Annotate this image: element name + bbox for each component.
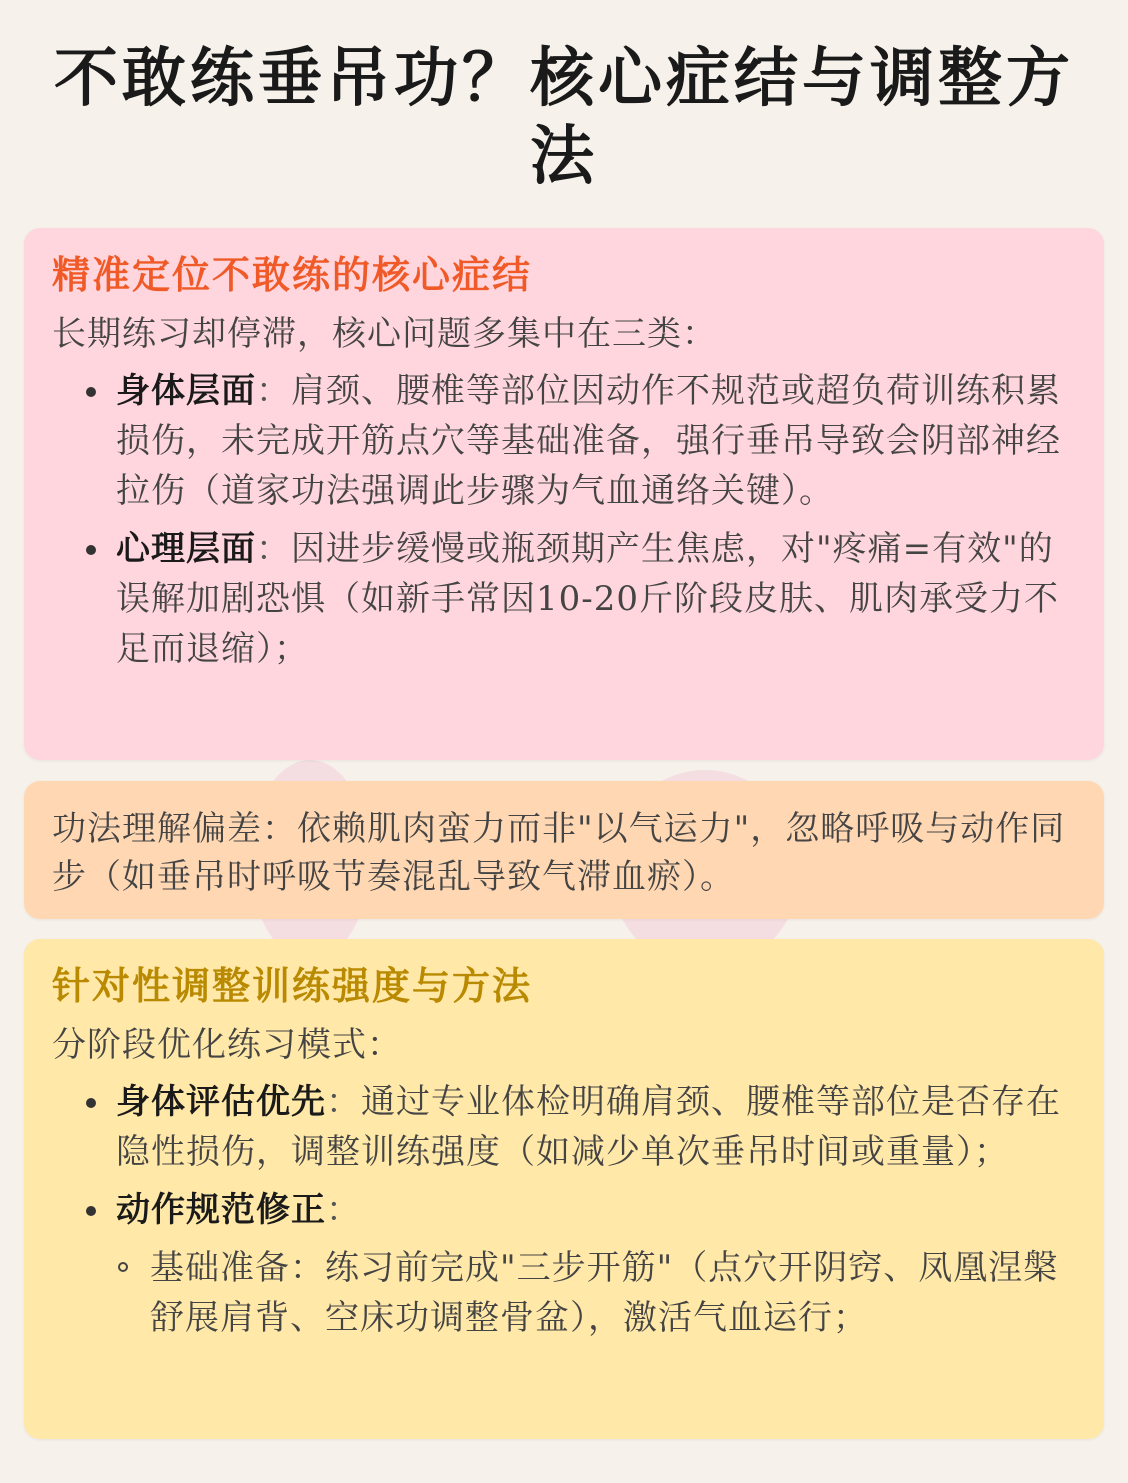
item-colon: ：	[256, 529, 291, 569]
item-text: 肩颈、腰椎等部位因动作不规范或超负荷训练积累损伤，未完成开筋点穴等基础准备，强行垂吊导致会阴部神经拉伤（道家功法强调此步骤为气血通络关键）。	[116, 371, 1061, 511]
item-colon: ：	[326, 1190, 361, 1230]
adjustment-sublist	[52, 1243, 1074, 1343]
adjustment-intro: 分阶段优化练习模式：	[52, 1025, 402, 1065]
list-item	[52, 366, 1074, 516]
bullet-icon	[86, 545, 96, 555]
item-term: 身体评估优先	[116, 1082, 326, 1122]
adjustment-heading: 针对性调整训练强度与方法	[52, 963, 533, 1008]
page-title: 不敢练垂吊功？核心症结与调整方法	[54, 41, 1074, 194]
list-item	[52, 524, 1074, 674]
item-text: 通过专业体检明确肩颈、腰椎等部位是否存在隐性损伤，调整训练强度（如减少单次垂吊时间或重量）；	[116, 1082, 1061, 1172]
symptoms-list	[52, 366, 1074, 674]
method-bias-card	[24, 781, 1104, 919]
item-term: 心理层面	[116, 529, 256, 569]
item-term: 身体层面	[116, 371, 256, 411]
symptoms-intro: 长期练习却停滞，核心问题多集中在三类：	[52, 314, 717, 354]
hollow-bullet-icon	[118, 1262, 128, 1272]
bullet-icon	[86, 387, 96, 397]
item-text: 因进步缓慢或瓶颈期产生焦虑，对"疼痛=有效"的误解加剧恐惧（如新手常因10-20斤阶段皮肤、肌肉承受力不足而退缩）；	[116, 529, 1060, 669]
list-item	[52, 1185, 1074, 1235]
adjustment-list	[52, 1077, 1074, 1235]
symptoms-card	[24, 228, 1104, 760]
list-item	[52, 1077, 1074, 1177]
bullet-icon	[86, 1098, 96, 1108]
bullet-icon	[86, 1206, 96, 1216]
item-colon: ：	[256, 371, 291, 411]
adjustment-card	[24, 939, 1104, 1439]
item-term: 动作规范修正	[116, 1190, 326, 1230]
method-bias-text: 功法理解偏差：依赖肌肉蛮力而非"以气运力"，忽略呼吸与动作同步（如垂吊时呼吸节奏混乱导致气滞血瘀）。	[52, 809, 1066, 897]
sub-list-item	[52, 1243, 1074, 1343]
item-colon: ：	[326, 1082, 361, 1122]
sub-item-text: 基础准备：练习前完成"三步开筋"（点穴开阴窍、凤凰涅槃舒展肩背、空床功调整骨盆），激活气血运行；	[150, 1248, 1059, 1338]
symptoms-heading: 精准定位不敢练的核心症结	[52, 252, 533, 297]
